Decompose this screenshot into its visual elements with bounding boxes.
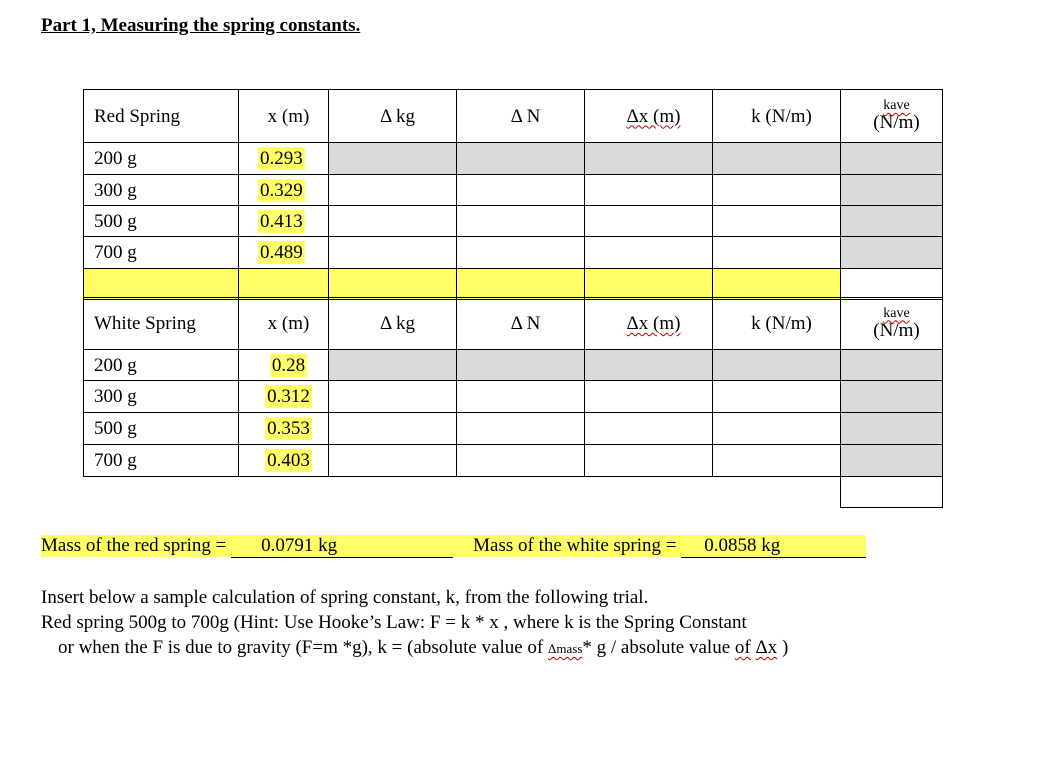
delta-kg-cell[interactable] xyxy=(329,206,457,237)
table-header-row xyxy=(84,90,943,143)
delta-kg-cell[interactable] xyxy=(329,381,457,413)
delta-x-cell[interactable] xyxy=(585,445,713,477)
x-cell[interactable]: 0.413 xyxy=(239,206,329,237)
kave-cell[interactable] xyxy=(841,413,943,445)
table-row xyxy=(84,206,943,237)
k-cell[interactable] xyxy=(713,143,841,175)
x-cell[interactable]: 0.353 xyxy=(239,413,329,445)
col-delta-x-header: Δx (m) xyxy=(585,298,713,350)
col-delta-kg-header: Δ kg xyxy=(329,298,457,350)
delta-n-cell[interactable] xyxy=(457,143,585,175)
instructions xyxy=(41,585,788,661)
separator-row xyxy=(84,269,943,300)
delta-n-cell[interactable] xyxy=(457,413,585,445)
kave-cell[interactable] xyxy=(841,445,943,477)
kave-cell[interactable] xyxy=(841,237,943,269)
mass-cell: 500 g xyxy=(84,206,239,237)
x-cell[interactable]: 0.489 xyxy=(239,237,329,269)
col-delta-x-header: Δx (m) xyxy=(585,90,713,143)
x-cell[interactable]: 0.312 xyxy=(239,381,329,413)
delta-n-cell[interactable] xyxy=(457,237,585,269)
kave-cell[interactable] xyxy=(841,381,943,413)
table-row xyxy=(84,381,943,413)
col-x-header: x (m) xyxy=(239,298,329,350)
col-kave-header: kave (N/m) xyxy=(841,298,943,350)
instruction-line-1: Insert below a sample calculation of spring constant, k, from the following trial. xyxy=(41,587,649,608)
delta-x-cell[interactable] xyxy=(585,381,713,413)
delta-kg-cell[interactable] xyxy=(329,413,457,445)
x-cell[interactable]: 0.293 xyxy=(239,143,329,175)
k-cell[interactable] xyxy=(713,445,841,477)
kave-cell[interactable] xyxy=(841,143,943,175)
col-kave-header: kave (N/m) xyxy=(841,90,943,143)
mass-cell: 200 g xyxy=(84,350,239,381)
k-cell[interactable] xyxy=(713,413,841,445)
delta-n-cell[interactable] xyxy=(457,206,585,237)
delta-x-cell[interactable] xyxy=(585,175,713,206)
instruction-line-3: or when the F is due to gravity (F=m *g), k = (absolute value of Δmass* g / absolute value of Δx ) xyxy=(58,637,789,658)
col-delta-kg-header: Δ kg xyxy=(329,90,457,143)
table-row xyxy=(84,237,943,269)
red-mass-field[interactable]: 0.0791 kg xyxy=(231,535,453,558)
mass-cell: 700 g xyxy=(84,237,239,269)
k-cell[interactable] xyxy=(713,175,841,206)
delta-kg-cell[interactable] xyxy=(329,175,457,206)
table-row xyxy=(84,445,943,477)
spring-name-header: White Spring xyxy=(84,298,239,350)
col-x-header: x (m) xyxy=(239,90,329,143)
table-row xyxy=(84,413,943,445)
spring-masses-line xyxy=(41,535,866,557)
white-spring-table xyxy=(83,297,943,508)
table-row xyxy=(84,143,943,175)
k-cell[interactable] xyxy=(713,206,841,237)
delta-kg-cell[interactable] xyxy=(329,445,457,477)
mass-cell: 500 g xyxy=(84,413,239,445)
mass-cell: 200 g xyxy=(84,143,239,175)
k-cell[interactable] xyxy=(713,350,841,381)
delta-x-cell[interactable] xyxy=(585,206,713,237)
delta-kg-cell[interactable] xyxy=(329,237,457,269)
delta-x-cell[interactable] xyxy=(585,350,713,381)
x-cell[interactable]: 0.28 xyxy=(239,350,329,381)
k-cell[interactable] xyxy=(713,381,841,413)
delta-n-cell[interactable] xyxy=(457,175,585,206)
kave-result-cell[interactable] xyxy=(841,477,943,508)
delta-x-cell[interactable] xyxy=(585,413,713,445)
mass-cell: 300 g xyxy=(84,381,239,413)
delta-kg-cell[interactable] xyxy=(329,350,457,381)
instruction-line-2: Red spring 500g to 700g (Hint: Use Hooke’s Law: F = k * x , where k is the Spring Constant xyxy=(41,612,747,633)
col-delta-n-header: Δ N xyxy=(457,298,585,350)
red-spring-table xyxy=(83,89,943,300)
white-mass-label: Mass of the white spring = xyxy=(473,535,682,556)
col-delta-n-header: Δ N xyxy=(457,90,585,143)
table-row xyxy=(84,175,943,206)
k-cell[interactable] xyxy=(713,237,841,269)
col-k-header: k (N/m) xyxy=(713,90,841,143)
delta-n-cell[interactable] xyxy=(457,381,585,413)
table-header-row xyxy=(84,298,943,350)
x-cell[interactable]: 0.329 xyxy=(239,175,329,206)
mass-cell: 700 g xyxy=(84,445,239,477)
kave-result-cell[interactable] xyxy=(841,269,943,300)
col-k-header: k (N/m) xyxy=(713,298,841,350)
delta-x-cell[interactable] xyxy=(585,143,713,175)
delta-n-cell[interactable] xyxy=(457,350,585,381)
spring-name-header: Red Spring xyxy=(84,90,239,143)
kave-cell[interactable] xyxy=(841,175,943,206)
delta-n-cell[interactable] xyxy=(457,445,585,477)
delta-kg-cell[interactable] xyxy=(329,143,457,175)
result-row xyxy=(84,477,943,508)
mass-cell: 300 g xyxy=(84,175,239,206)
page-title: Part 1, Measuring the spring constants. xyxy=(41,15,361,36)
kave-cell[interactable] xyxy=(841,350,943,381)
white-mass-field[interactable]: 0.0858 kg xyxy=(681,535,866,558)
kave-cell[interactable] xyxy=(841,206,943,237)
red-mass-label: Mass of the red spring = xyxy=(41,535,232,556)
x-cell[interactable]: 0.403 xyxy=(239,445,329,477)
delta-x-cell[interactable] xyxy=(585,237,713,269)
table-row xyxy=(84,350,943,381)
